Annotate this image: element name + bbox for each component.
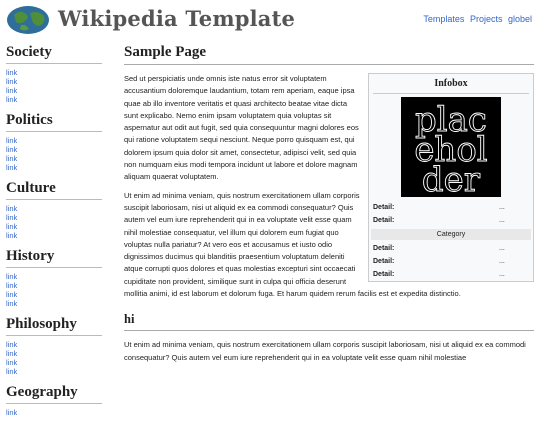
infobox-value: ...	[499, 245, 505, 252]
infobox-category: Category	[371, 229, 531, 240]
sidebar-link[interactable]: link	[6, 299, 18, 308]
infobox-value: ...	[499, 204, 505, 211]
sidebar-heading: History	[6, 248, 102, 268]
infobox-label: Detail:	[373, 204, 395, 211]
infobox-label: Detail:	[373, 258, 395, 265]
section-heading: hi	[124, 312, 534, 331]
sidebar-link[interactable]: link	[6, 367, 18, 376]
infobox-value: ...	[499, 271, 505, 278]
infobox-row	[369, 242, 533, 255]
nav-globel-link[interactable]: globel	[507, 14, 532, 24]
body-paragraph: Sed ut perspiciatis unde omnis iste natus error sit voluptatem accusantium doloremque laudantium, totam rem aperiam, eaque ipsa quae ab illo inventore veritatis et quasi architecto beatae vitae dicta sunt explicabo. Nemo enim ipsam voluptatem quia voluptas sit aspernatur aut odit aut fugit, sed quia consequuntur magni dolores eos qui ratione voluptatem sequi nesciunt. Neque porro quisquam est, qui dolorem ipsum quia dolor sit amet, consectetur, adipisci velit, sed quia non numquam eius modi tempora incidunt ut labore et dolore magnam aliquam quaerat voluptatem.	[124, 74, 359, 182]
sidebar-heading: Society	[6, 44, 102, 64]
sidebar-link[interactable]: link	[6, 204, 18, 213]
sidebar-link[interactable]: link	[6, 77, 18, 86]
sidebar-section-history	[6, 248, 110, 308]
svg-text:der: der	[421, 160, 481, 197]
sidebar-link[interactable]: link	[6, 281, 18, 290]
sidebar-heading: Geography	[6, 384, 102, 404]
sidebar-link[interactable]: link	[6, 68, 18, 77]
sidebar-link[interactable]: link	[6, 272, 18, 281]
site-header	[0, 0, 540, 40]
sidebar-section-politics	[6, 112, 110, 172]
placeholder-image	[401, 97, 501, 197]
svg-text:plac: plac	[415, 100, 487, 140]
sidebar-link[interactable]: link	[6, 145, 18, 154]
sidebar-link[interactable]: link	[6, 349, 18, 358]
sidebar-section-philosophy	[6, 316, 110, 376]
site-title[interactable]: Wikipedia Template	[58, 6, 296, 31]
infobox-label: Detail:	[373, 245, 395, 252]
main-content	[124, 44, 534, 370]
nav-projects-link[interactable]: Projects	[469, 14, 503, 24]
sidebar-link[interactable]: link	[6, 231, 18, 240]
sidebar-heading: Politics	[6, 112, 102, 132]
sidebar	[6, 44, 110, 425]
infobox-row	[369, 201, 533, 214]
sidebar-link[interactable]: link	[6, 358, 18, 367]
sidebar-section-culture	[6, 180, 110, 240]
sidebar-link[interactable]: link	[6, 136, 18, 145]
sidebar-link[interactable]: link	[6, 340, 18, 349]
body-paragraph: Ut enim ad minima veniam, quis nostrum exercitationem ullam corporis suscipit laboriosam, nisi ut aliquid ex ea commodi consequatur? Quis autem vel eum iure reprehenderit qui in ea voluptate velit esse quam nihil molestiae	[124, 340, 526, 362]
sidebar-link[interactable]: link	[6, 408, 18, 417]
nav-templates-link[interactable]: Templates	[423, 14, 465, 24]
top-nav	[420, 14, 532, 24]
sidebar-section-society	[6, 44, 110, 104]
sidebar-link[interactable]: link	[6, 154, 18, 163]
infobox-row	[369, 255, 533, 268]
infobox-title: Infobox	[373, 74, 529, 94]
infobox-label: Detail:	[373, 271, 395, 278]
sidebar-link[interactable]: link	[6, 86, 18, 95]
infobox-row	[369, 268, 533, 281]
infobox-value: ...	[499, 258, 505, 265]
sidebar-link[interactable]: link	[6, 290, 18, 299]
sidebar-link[interactable]: link	[6, 222, 18, 231]
infobox-value: ...	[499, 217, 505, 224]
sidebar-link[interactable]: link	[6, 213, 18, 222]
sidebar-heading: Philosophy	[6, 316, 102, 336]
sidebar-section-geography	[6, 384, 110, 417]
globe-icon[interactable]	[6, 5, 50, 35]
sidebar-heading: Culture	[6, 180, 102, 200]
infobox-row	[369, 214, 533, 227]
infobox-label: Detail:	[373, 217, 395, 224]
sidebar-link[interactable]: link	[6, 95, 18, 104]
infobox	[368, 73, 534, 282]
sidebar-link[interactable]: link	[6, 163, 18, 172]
svg-text:ehol: ehol	[414, 130, 488, 170]
body-paragraph: Ut enim ad minima veniam, quis nostrum exercitationem ullam corporis suscipit laboriosam, nisi ut aliquid ex ea commodi consequatur? Quis autem vel eum iure reprehenderit qui in ea voluptate velit esse quam nihil molestiae consequatur, vel illum qui dolorem eum fugiat quo voluptas nulla pariatur? At vero eos et accusamus et iusto odio dignissimos ducimus qui blanditiis praesentium voluptatum deleniti atque corrupti quos dolores et quas molestias excepturi sint occaecati cupiditate non provident, similique sunt in culpa qui officia deserunt mollitia animi, id est laborum et dolorum fuga. Et harum quidem rerum facilis est et expedita distinctio.	[124, 190, 461, 299]
page-title: Sample Page	[124, 44, 534, 65]
